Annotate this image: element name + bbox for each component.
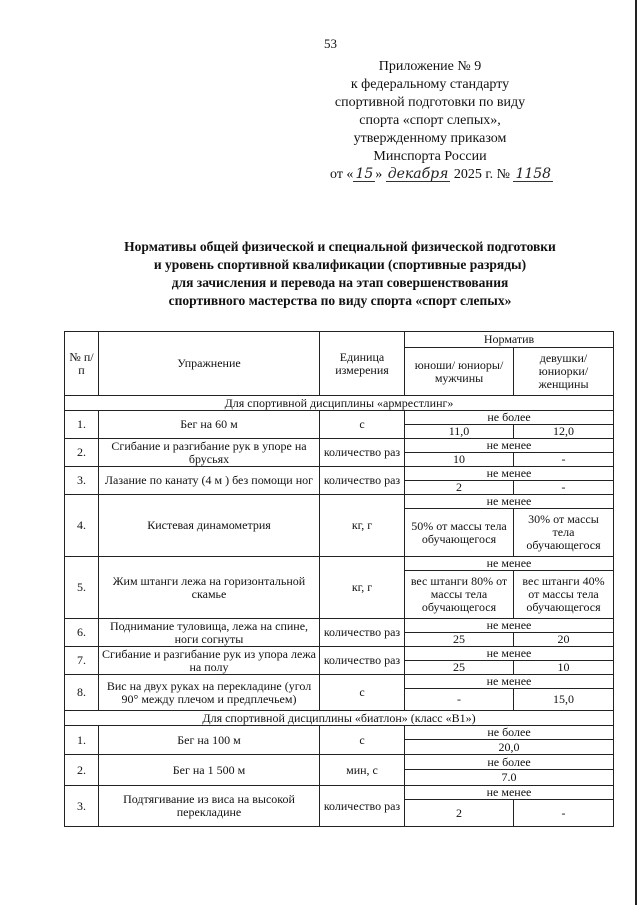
row-condition: не более xyxy=(405,755,614,770)
value-male: 25 xyxy=(405,661,514,675)
value-male: 50% от массы тела обучающегося xyxy=(405,509,514,557)
appendix-line: спорта «спорт слепых», xyxy=(359,113,501,128)
table-row xyxy=(65,495,614,509)
date-prefix: от « xyxy=(330,167,354,182)
value-female: - xyxy=(514,453,614,467)
row-unit: кг, г xyxy=(320,557,405,619)
row-exercise: Вис на двух руках на перекладине (угол 90° между плечом и предплечьем) xyxy=(99,675,320,711)
row-num: 3. xyxy=(65,467,99,495)
value-male: 2 xyxy=(405,800,514,827)
row-exercise: Жим штанги лежа на горизонтальной скамье xyxy=(99,557,320,619)
row-unit: кг, г xyxy=(320,495,405,557)
row-exercise: Подтягивание из виса на высокой перекладине xyxy=(99,786,320,827)
header-male: юноши/ юниоры/ мужчины xyxy=(405,348,514,396)
row-exercise: Бег на 100 м xyxy=(99,726,320,755)
table-row xyxy=(65,557,614,571)
appendix-line: Приложение № 9 xyxy=(378,59,482,74)
row-condition: не менее xyxy=(405,647,614,661)
row-num: 5. xyxy=(65,557,99,619)
section-title: Для спортивной дисциплины «биатлон» (класс «В1») xyxy=(65,711,614,726)
row-exercise: Кистевая динамометрия xyxy=(99,495,320,557)
value-female: 20 xyxy=(514,633,614,647)
header-unit: Единица измерения xyxy=(320,332,405,396)
row-unit: количество раз xyxy=(320,786,405,827)
table-row xyxy=(65,467,614,481)
section-title: Для спортивной дисциплины «армрестлинг» xyxy=(65,396,614,411)
value-male: 10 xyxy=(405,453,514,467)
value-female: - xyxy=(514,481,614,495)
handwritten-month: декабря xyxy=(387,166,449,182)
row-condition: не более xyxy=(405,411,614,425)
value-female: 30% от массы тела обучающегося xyxy=(514,509,614,557)
title-line: для зачисления и перевода на этап совершенствования xyxy=(171,275,509,290)
row-unit: количество раз xyxy=(320,647,405,675)
row-exercise: Сгибание и разгибание рук из упора лежа на полу xyxy=(99,647,320,675)
row-condition: не менее xyxy=(405,675,614,689)
row-num: 1. xyxy=(65,411,99,439)
title-line: спортивного мастерства по виду спорта «спорт слепых» xyxy=(168,293,512,308)
value-female: 10 xyxy=(514,661,614,675)
table-row xyxy=(65,411,614,425)
value-both: 7.0 xyxy=(405,770,614,786)
row-condition: не менее xyxy=(405,467,614,481)
row-exercise: Поднимание туловища, лежа на спине, ноги согнуты xyxy=(99,619,320,647)
row-unit: количество раз xyxy=(320,439,405,467)
table-row xyxy=(65,726,614,740)
header-exercise: Упражнение xyxy=(99,332,320,396)
order-date-line xyxy=(330,166,552,184)
row-num: 3. xyxy=(65,786,99,827)
table-row xyxy=(65,647,614,661)
row-condition: не менее xyxy=(405,495,614,509)
handwritten-order-number: 1158 xyxy=(515,166,552,182)
date-year: 2025 г. № xyxy=(453,167,510,182)
appendix-line: Минспорта России xyxy=(373,149,487,164)
row-num: 6. xyxy=(65,619,99,647)
appendix-line: утвержденному приказом xyxy=(353,131,507,146)
value-female: - xyxy=(514,800,614,827)
value-female: 12,0 xyxy=(514,425,614,439)
value-male: вес штанги 80% от массы тела обучающегося xyxy=(405,571,514,619)
row-condition: не более xyxy=(405,726,614,740)
table-row xyxy=(65,755,614,770)
row-unit: количество раз xyxy=(320,619,405,647)
norms-table xyxy=(64,331,614,827)
row-num: 7. xyxy=(65,647,99,675)
table-row xyxy=(65,619,614,633)
value-female: вес штанги 40% от массы тела обучающегося xyxy=(514,571,614,619)
row-num: 2. xyxy=(65,439,99,467)
section-row xyxy=(65,396,614,411)
row-unit: с xyxy=(320,675,405,711)
row-exercise: Бег на 60 м xyxy=(99,411,320,439)
row-num: 4. xyxy=(65,495,99,557)
row-condition: не менее xyxy=(405,619,614,633)
row-num: 8. xyxy=(65,675,99,711)
row-condition: не менее xyxy=(405,557,614,571)
title-line: Нормативы общей физической и специальной физической подготовки xyxy=(124,239,556,254)
row-condition: не менее xyxy=(405,439,614,453)
scan-edge xyxy=(635,0,637,905)
value-male: 2 xyxy=(405,481,514,495)
appendix-line: спортивной подготовки по виду xyxy=(334,95,526,110)
header-female: девушки/ юниорки/ женщины xyxy=(514,348,614,396)
row-unit: количество раз xyxy=(320,467,405,495)
row-exercise: Бег на 1 500 м xyxy=(99,755,320,786)
table-row xyxy=(65,675,614,689)
value-both: 20,0 xyxy=(405,740,614,755)
value-male: 25 xyxy=(405,633,514,647)
table-row xyxy=(65,786,614,800)
value-female: 15,0 xyxy=(514,689,614,711)
page-number: 53 xyxy=(324,36,337,51)
row-exercise: Сгибание и разгибание рук в упоре на брусьях xyxy=(99,439,320,467)
row-unit: с xyxy=(320,726,405,755)
document-title xyxy=(60,238,620,310)
section-row xyxy=(65,711,614,726)
value-male: 11,0 xyxy=(405,425,514,439)
header-num: № п/п xyxy=(65,332,99,396)
row-unit: с xyxy=(320,411,405,439)
row-num: 2. xyxy=(65,755,99,786)
row-num: 1. xyxy=(65,726,99,755)
handwritten-day: 15 xyxy=(355,166,374,182)
table-row xyxy=(65,439,614,453)
appendix-line: к федеральному стандарту xyxy=(350,77,510,92)
title-line: и уровень спортивной квалификации (спортивные разряды) xyxy=(153,257,527,272)
value-male: - xyxy=(405,689,514,711)
appendix-header xyxy=(330,58,552,184)
header-norm: Норматив xyxy=(405,332,614,348)
row-exercise: Лазание по канату (4 м ) без помощи ног xyxy=(99,467,320,495)
row-condition: не менее xyxy=(405,786,614,800)
row-unit: мин, с xyxy=(320,755,405,786)
date-mid: » xyxy=(375,167,383,182)
